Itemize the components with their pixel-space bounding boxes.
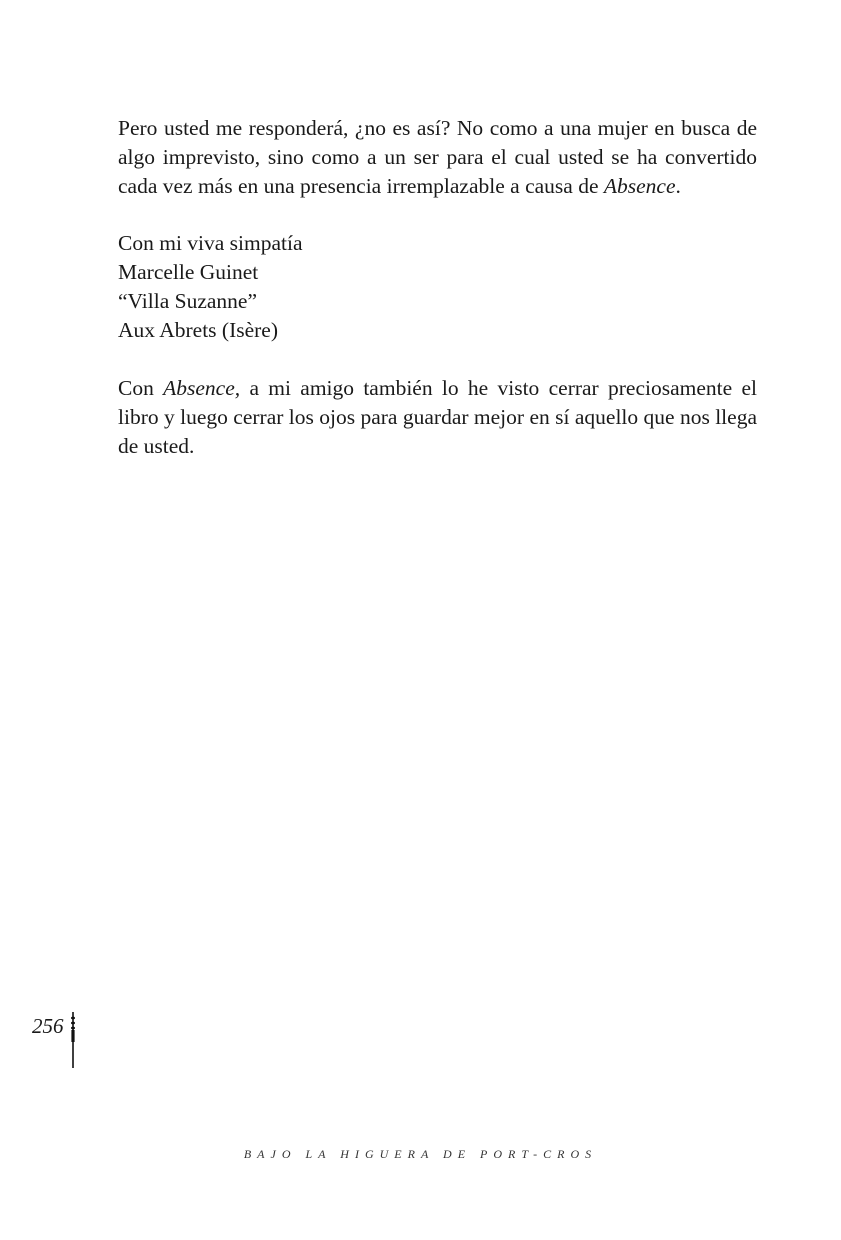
signature-house: “Villa Suzanne”: [118, 289, 257, 313]
paragraph-2-text: a mi amigo también lo he visto cerrar preciosamente el libro y luego cerrar los ojos para guardar mejor en sí aquello que nos llega de usted.: [118, 376, 757, 458]
signature-closing: Con mi viva simpatía: [118, 231, 303, 255]
page-number: 256: [32, 1014, 64, 1038]
signature-name: Marcelle Guinet: [118, 260, 259, 284]
book-title-absence: Absence: [603, 174, 676, 198]
paragraph-1: [118, 114, 757, 201]
paragraph-1-text: Pero usted me responderá, ¿no es así? No como a una mujer en busca de algo imprevisto, sino como a un ser para el cual usted se ha convertido cada vez más en una presencia irremplazable a causa de: [118, 116, 757, 198]
book-title-absence: Absence,: [163, 376, 241, 400]
running-footer: BAJO LA HIGUERA DE PORT-CROS: [243, 1147, 598, 1161]
paragraph-2: [118, 374, 757, 461]
paragraph-1-end: .: [675, 174, 681, 198]
letter-signature: [118, 229, 757, 345]
folio-ornament-icon: [71, 1012, 75, 1068]
signature-place: Aux Abrets (Isère): [118, 318, 279, 342]
paragraph-2-start: Con: [118, 376, 164, 400]
